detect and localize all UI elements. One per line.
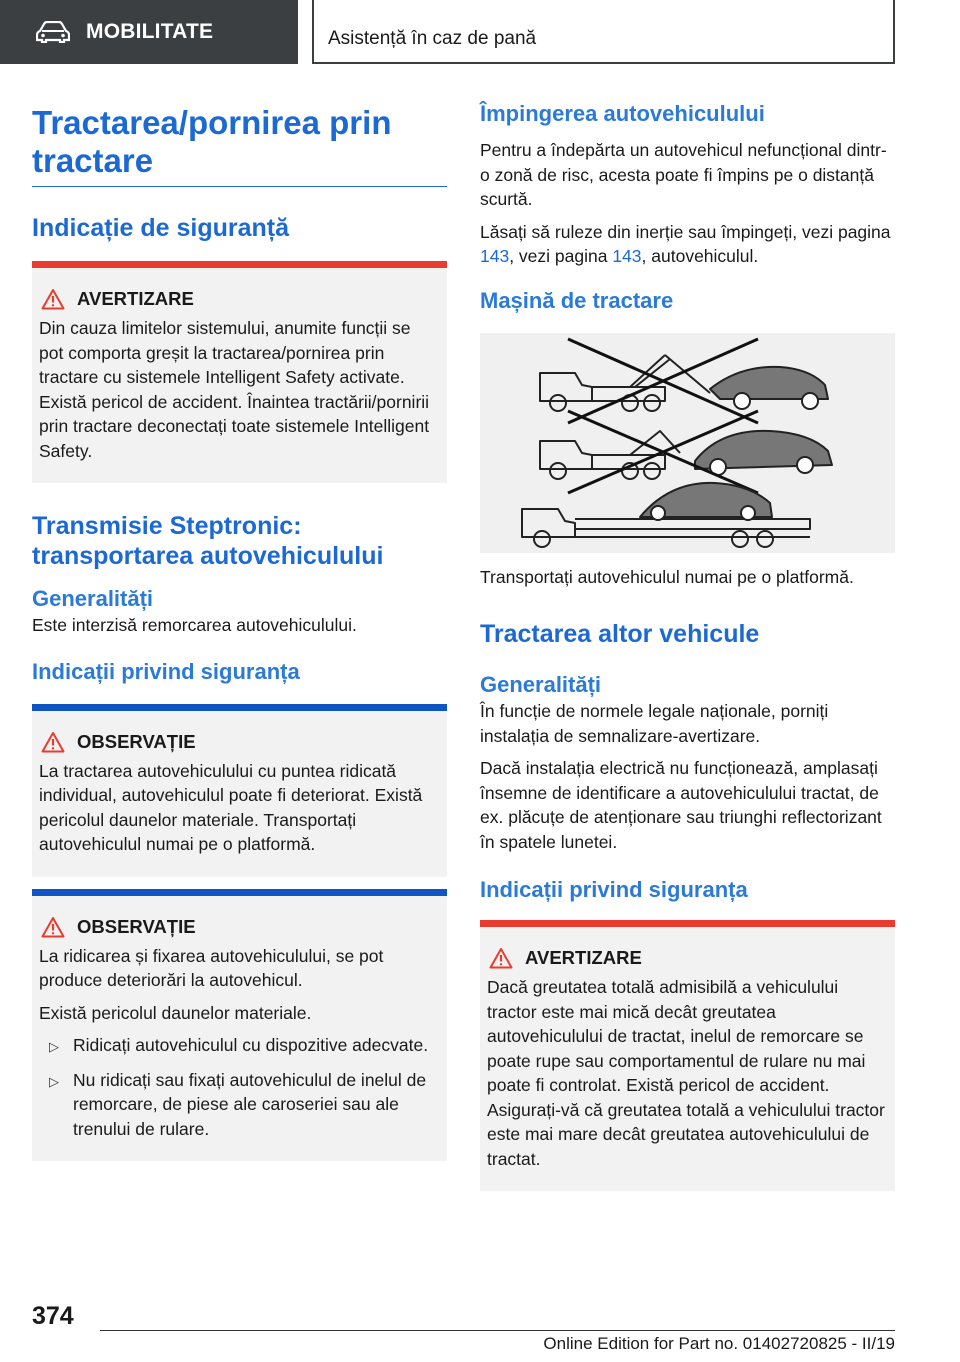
- header-section-tab: [0, 0, 298, 64]
- general-heading: Generalități: [32, 586, 154, 611]
- flatbed-platform-truck: [522, 482, 810, 546]
- car-icon: [36, 21, 70, 43]
- note-text: La ridicarea și fixarea autovehiculului, se pot produce deteriorări la autovehicul.: [39, 945, 384, 990]
- warning-header: [488, 947, 887, 969]
- note-header: [40, 916, 439, 938]
- warning-triangle-icon: [41, 288, 65, 310]
- warning-box-weight: [480, 920, 895, 1191]
- tow-machine-heading: Mașină de tractare: [480, 287, 674, 313]
- warning-label: AVERTIZARE: [77, 288, 194, 309]
- left-column: [32, 100, 447, 1161]
- footer-edition: Online Edition for Part no. 01402720825 - II/19: [543, 1334, 895, 1353]
- warning-triangle-icon: [41, 731, 65, 753]
- header-section-title: MOBILITATE: [86, 20, 214, 43]
- note-box-lifting: [32, 889, 447, 1162]
- note-text: Există pericolul daunelor materiale.: [39, 1002, 312, 1023]
- warning-text: Dacă greutatea totală admisibilă a vehiculului tractor este mai mică decât greutatea autovehiculului de tractat, inelul de remorcare se poate rupe sau comportamentul de rulare nu mai poate fi controlat. Există pericol de accident. Asigurați-vă că greutatea totală a vehiculului tractor este mai mare decât greutatea autovehiculului de tractat.: [487, 977, 885, 1169]
- push-heading: Împingerea autovehiculului: [480, 101, 765, 126]
- right-column: [480, 100, 895, 1191]
- safety-instructions-heading: Indicații privind siguranța: [480, 877, 748, 902]
- safety-instructions-heading: Indicații privind siguranța: [32, 658, 300, 684]
- general-text: Dacă instalația electrică nu funcționează, amplasați însemne de identificare a autovehiculului tractat, de ex. plăcuțe de atenționare sau triunghi reflectorizant în spatele lunetei.: [480, 758, 882, 852]
- note-label: OBSERVAȚIE: [77, 730, 196, 752]
- footer-divider: [100, 1330, 895, 1331]
- safety-heading: Indicație de siguranță: [32, 214, 290, 242]
- header-chapter: [312, 0, 895, 64]
- figure-caption: Transportați autovehiculul numai pe o platformă.: [480, 566, 854, 587]
- general-text: Este interzisă remorcarea autovehiculului.: [32, 615, 357, 635]
- list-item: ▷ Ridicați autovehiculul cu dispozitive adecvate.: [39, 1033, 439, 1060]
- bullet-triangle-icon: ▷: [49, 1039, 59, 1054]
- bullet-triangle-icon: ▷: [49, 1073, 59, 1089]
- tow-truck-wheel-lift: [540, 411, 832, 493]
- warning-text: Din cauza limitelor sistemului, anumite funcții se pot comporta greșit la tractarea/pornirea prin tractare cu sistemele Intelligent Safety activate. Există pericol de accident. Înaintea tractării/pornirii prin tractare deconectați toate sistemele Intelligent Safety.: [39, 318, 430, 461]
- note-text: La tractarea autovehiculului cu puntea ridicată individual, autovehiculul poate fi deteriorat. Există pericolul daunelor materiale. Transportați autovehiculul numai pe o platformă.: [39, 760, 423, 854]
- page-number: 374: [32, 1302, 74, 1330]
- page-link[interactable]: 143: [612, 246, 642, 266]
- header-chapter-title: Asistență în caz de pană: [328, 28, 537, 49]
- page-title: Tractarea/pornirea prin tractare: [32, 104, 447, 187]
- list-item: ▷ Nu ridicați sau fixați autovehiculul de inelul de remorcare, de piese ale caroseriei sau ale trenului de rulare.: [39, 1068, 439, 1142]
- warning-box-intelligent-safety: [32, 261, 447, 483]
- other-vehicles-heading: Tractarea altor vehicule: [480, 620, 760, 648]
- general-heading: Generalități: [480, 672, 602, 697]
- towing-illustration: [480, 333, 895, 553]
- push-reference-text: Lăsați să ruleze din inerție sau împingeți, vezi pagina 143, vezi pagina 143, autovehiculul.: [480, 221, 891, 266]
- warning-header: [40, 288, 439, 310]
- towing-methods-illustration: [480, 333, 895, 553]
- tow-truck-hook: [540, 339, 828, 423]
- page-link[interactable]: 143: [480, 246, 510, 266]
- note-label: OBSERVAȚIE: [77, 915, 196, 937]
- warning-triangle-icon: [41, 916, 65, 938]
- warning-label: AVERTIZARE: [525, 947, 642, 968]
- steptronic-heading: Transmisie Steptronic: transportarea autovehiculului: [32, 512, 384, 570]
- push-text: Pentru a îndepărta un autovehicul nefuncțional dintr-o zonă de risc, acesta poate fi împins pe o distanță scurtă.: [480, 140, 887, 209]
- warning-triangle-icon: [489, 947, 513, 969]
- general-text: În funcție de normele legale naționale, porniți instalația de semnalizare-avertizare.: [480, 701, 829, 746]
- note-box-axle-lift: [32, 704, 447, 877]
- note-header: [40, 731, 439, 753]
